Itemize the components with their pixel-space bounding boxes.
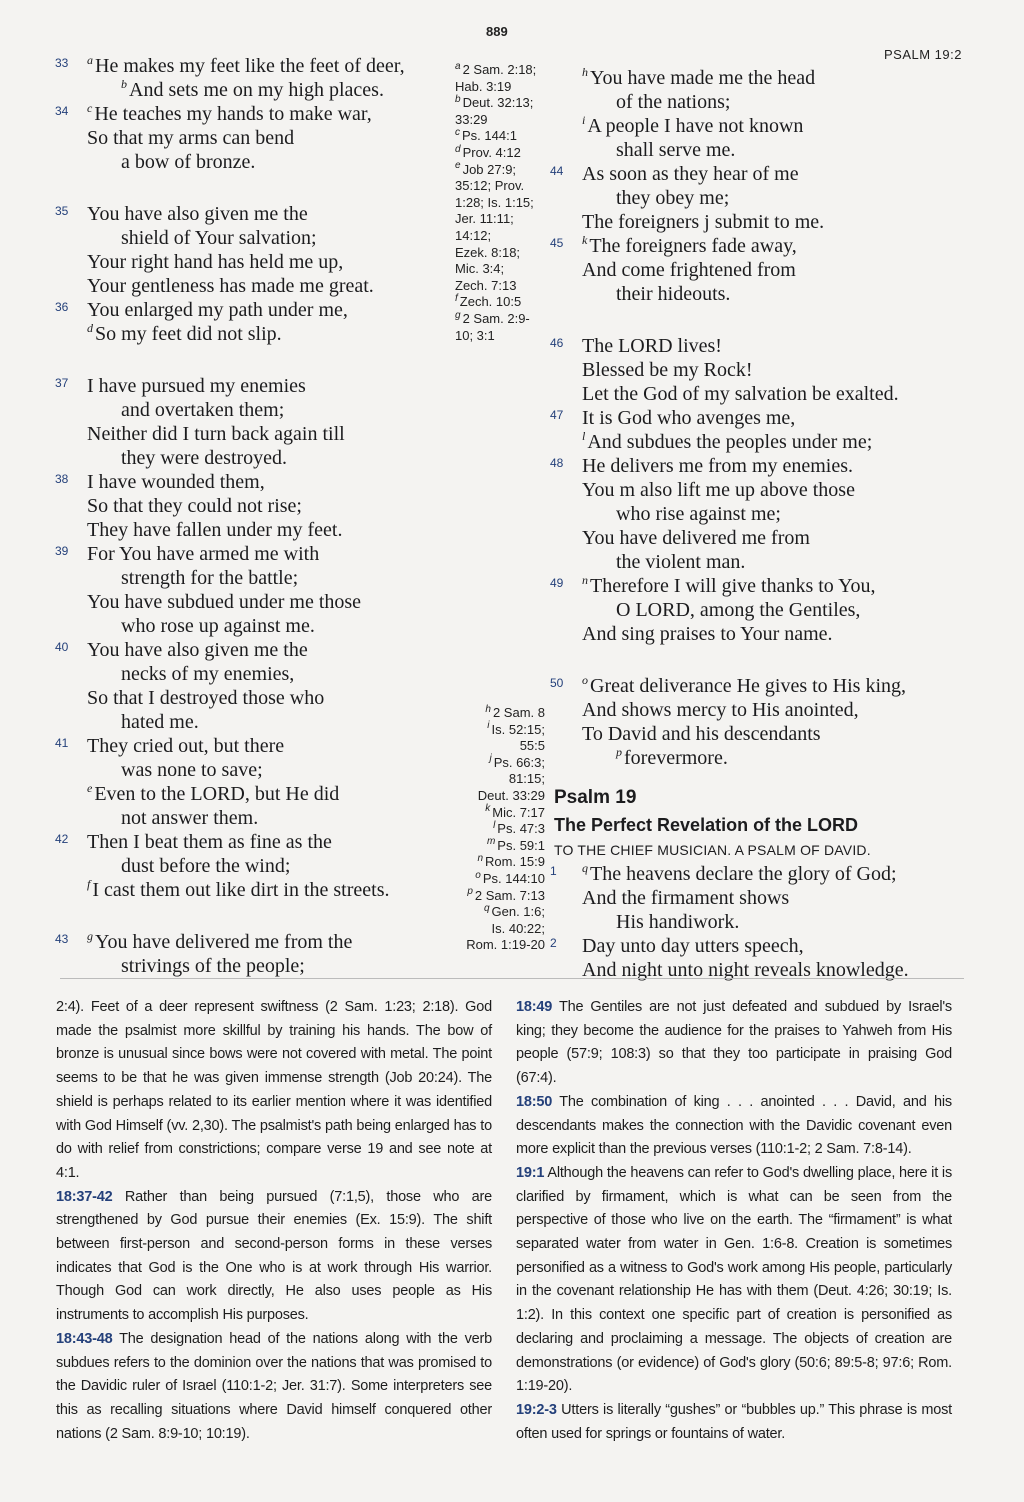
verse-number: 38	[55, 472, 69, 486]
cross-reference-marker: l	[493, 819, 496, 831]
study-note	[516, 1162, 952, 1399]
stanza-break	[55, 902, 445, 930]
cross-reference-text: Zech. 7:13	[455, 277, 517, 293]
verse-text: Day unto day utters speech,	[582, 935, 804, 957]
verse-line	[55, 854, 445, 878]
cross-reference	[455, 79, 547, 96]
verse-text: It is God who avenges me,	[582, 407, 796, 429]
verse-line	[550, 574, 970, 598]
cross-reference	[445, 771, 545, 788]
verse-line	[55, 954, 445, 978]
verse-line	[55, 614, 445, 638]
verse-number: 44	[550, 164, 564, 178]
footnote-marker: e	[87, 781, 93, 796]
running-head: PSALM 19:2	[884, 47, 962, 62]
footnote-marker: p	[616, 745, 622, 760]
cross-reference-marker: e	[455, 160, 461, 172]
verse-number: 49	[550, 576, 564, 590]
cross-reference-text: Jer. 11:11;	[455, 211, 514, 227]
cross-reference	[455, 178, 547, 195]
verse-text: As soon as they hear of me	[582, 163, 799, 185]
verse-number: 46	[550, 336, 564, 350]
study-note	[56, 1186, 492, 1328]
note-reference: 18:37-42	[56, 1188, 113, 1205]
cross-reference-text: Is. 40:22;	[491, 920, 545, 936]
cross-reference-text: 33:29	[455, 111, 488, 127]
cross-reference-text: 35:12; Prov.	[455, 178, 525, 194]
verse-text: So that I destroyed those who	[87, 687, 325, 709]
verse-line	[550, 90, 970, 114]
page-number: 889	[486, 24, 508, 39]
cross-reference-text: Mic. 3:4;	[455, 261, 505, 277]
verse-text: I have pursued my enemies	[87, 375, 306, 397]
cross-reference	[445, 805, 545, 822]
verse-line	[55, 322, 445, 346]
stanza-break	[55, 346, 445, 374]
verse-text: So that they could not rise;	[87, 495, 302, 517]
footnote-marker: g	[87, 929, 93, 944]
verse-number: 35	[55, 204, 69, 218]
cross-reference	[445, 705, 545, 722]
cross-reference-marker: o	[475, 869, 481, 881]
cross-reference-text: 2 Sam. 2:18;	[462, 62, 537, 77]
verse-line	[55, 518, 445, 542]
verse-line	[550, 478, 970, 502]
left-poetry-column	[55, 54, 445, 978]
study-note	[56, 996, 492, 1186]
note-text: Rather than being pursued (7:1,5), those who are strengthened by God pursue their enemies (Ex. 15:9). The shift between first-person and second-person forms in these verses indicates that God is the One who is at work through His warrior. Though God can work directly, He also uses people as His instruments to accomplish His purposes.	[56, 1188, 492, 1324]
cross-reference-text: Zech. 10:5	[459, 294, 522, 310]
cross-reference	[455, 95, 547, 112]
cross-reference	[445, 755, 545, 772]
verse-text: their hideouts.	[616, 283, 731, 305]
cross-reference	[455, 278, 547, 295]
verse-line	[550, 910, 970, 934]
footnote-marker: n	[582, 573, 588, 588]
cross-reference-marker: j	[489, 753, 492, 765]
cross-reference	[445, 722, 545, 739]
footnote-marker: f	[87, 877, 91, 892]
verse-line	[550, 698, 970, 722]
psalm-heading: Psalm 19	[554, 787, 637, 808]
verse-line	[550, 598, 970, 622]
verse-line	[550, 746, 970, 770]
verse-line	[550, 358, 970, 382]
verse-text: hated me.	[121, 711, 199, 733]
verse-line	[55, 126, 445, 150]
verse-line	[55, 686, 445, 710]
cross-reference-marker: h	[485, 703, 491, 715]
verse-text: He teaches my hands to make war,	[94, 103, 372, 125]
verse-line	[550, 722, 970, 746]
verse-line	[55, 710, 445, 734]
cross-reference	[455, 228, 547, 245]
verse-line	[550, 430, 970, 454]
verse-number: 43	[55, 932, 69, 946]
verse-text: strength for the battle;	[121, 567, 299, 589]
cross-reference	[455, 245, 547, 262]
verse-text: You have delivered me from the	[95, 931, 353, 953]
cross-reference	[445, 788, 545, 805]
cross-reference-text: Job 27:9;	[462, 161, 517, 177]
verse-number: 40	[55, 640, 69, 654]
footnote-marker: b	[121, 77, 127, 92]
verse-line	[550, 502, 970, 526]
verse-text: They have fallen under my feet.	[87, 519, 343, 541]
study-note	[56, 1328, 492, 1447]
cross-references-top	[455, 62, 547, 344]
cross-reference-text: Ps. 144:1	[462, 128, 517, 144]
cross-reference-text: Gen. 1:6;	[491, 904, 545, 920]
note-text: Although the heavens can refer to God's dwelling place, here it is clarified by firmament, which is what can be seen from the perspective of those who live on the earth. The “firmament” is what separated water from water in Gen. 1:6-8. Creation is sometimes personified as a witness to God's work among His people, particularly in the covenant relationship He has with them (Deut. 4:26; 30:19; Is. 1:2). In this context one specific part of creation is personified as declaring and proclaiming a message. The objects of creation are demonstrations (or evidence) of God's glory (50:6; 89:5-8; 97:6; Rom. 1:19-20).	[516, 1164, 953, 1395]
verse-text: To David and his descendants	[582, 723, 821, 745]
verse-line	[55, 150, 445, 174]
verse-number: 2	[550, 936, 557, 950]
verse-line	[55, 662, 445, 686]
cross-reference	[455, 311, 547, 328]
verse-number: 48	[550, 456, 564, 470]
cross-reference-marker: i	[487, 720, 490, 732]
cross-reference-text: Rom. 1:19-20	[466, 937, 545, 953]
cross-reference-text: Hab. 3:19	[455, 78, 512, 94]
divider	[60, 978, 964, 979]
cross-reference-text: Deut. 32:13;	[462, 95, 534, 111]
verse-line	[55, 734, 445, 758]
verse-line	[550, 234, 970, 258]
verse-line	[55, 274, 445, 298]
verse-text: the violent man.	[616, 551, 746, 573]
verse-line	[55, 806, 445, 830]
verse-number: 50	[550, 676, 564, 690]
verse-line	[55, 250, 445, 274]
verse-text: The LORD lives!	[582, 335, 722, 357]
study-notes-right	[516, 996, 952, 1446]
verse-line	[550, 550, 970, 574]
verse-text: And sing praises to Your name.	[582, 623, 833, 645]
cross-reference	[445, 871, 545, 888]
stanza-break	[55, 174, 445, 202]
verse-number: 34	[55, 104, 69, 118]
verse-text: You have delivered me from	[582, 527, 810, 549]
cross-references-bottom	[445, 705, 545, 954]
cross-reference	[455, 112, 547, 129]
verse-number: 41	[55, 736, 69, 750]
footnote-marker: l	[582, 429, 586, 444]
note-text: The designation head of the nations along with the verb subdues refers to the dominion over the nations that was promised to the Davidic ruler of Israel (110:1-2; Jer. 31:7). Some interpreters see this as recalling situations where David himself conquered other nations (2 Sam. 8:9-10; 10:19).	[56, 1330, 492, 1442]
psalm-title: The Perfect Revelation of the LORD	[554, 815, 859, 835]
cross-reference	[455, 294, 547, 311]
verse-text: The foreigners fade away,	[589, 235, 797, 257]
verse-line	[550, 934, 970, 958]
cross-reference-text: Prov. 4:12	[462, 144, 521, 160]
cross-reference-text: 10; 3:1	[455, 327, 495, 343]
verse-text: He delivers me from my enemies.	[582, 455, 854, 477]
verse-line	[55, 78, 445, 102]
cross-reference-text: 81:15;	[508, 771, 545, 787]
footnote-marker: h	[582, 65, 588, 80]
verse-text: You have also given me the	[87, 203, 308, 225]
note-text: The combination of king . . . anointed . . . David, and his descendants makes the connection with the Davidic covenant even more explicit than the previous verses (110:1-2; 2 Sam. 7:8-14).	[516, 1093, 952, 1158]
verse-text: Your gentleness has made me great.	[87, 275, 374, 297]
verse-text: they obey me;	[616, 187, 730, 209]
cross-reference	[445, 937, 545, 954]
verse-text: dust before the wind;	[121, 855, 291, 877]
verse-line	[55, 470, 445, 494]
verse-number: 47	[550, 408, 564, 422]
footnote-marker: o	[582, 673, 588, 688]
cross-reference-text: Deut. 33:29	[477, 787, 545, 803]
psalm-superscription: TO THE CHIEF MUSICIAN. A PSALM OF DAVID.	[554, 842, 871, 858]
verse-text: You have also given me the	[87, 639, 308, 661]
verse-text: You have subdued under me those	[87, 591, 362, 613]
cross-reference-text: Ps. 66:3;	[493, 754, 545, 770]
verse-number: 36	[55, 300, 69, 314]
cross-reference-marker: m	[486, 836, 496, 848]
cross-reference	[455, 162, 547, 179]
cross-reference-marker: k	[485, 803, 491, 815]
verse-text: And sets me on my high places.	[129, 79, 384, 101]
verse-text: I have wounded them,	[87, 471, 265, 493]
verse-line	[55, 878, 445, 902]
cross-reference-text: 2 Sam. 7:13	[474, 887, 545, 903]
verse-text: His handiwork.	[616, 911, 740, 933]
verse-line	[55, 830, 445, 854]
cross-reference-text: Rom. 15:9	[485, 854, 545, 870]
verse-line	[55, 374, 445, 398]
cross-reference-marker: c	[455, 127, 460, 139]
cross-reference-text: 1:28; Is. 1:15;	[455, 194, 534, 210]
cross-reference-text: 14:12;	[455, 227, 492, 243]
verse-line	[550, 138, 970, 162]
verse-text: The heavens declare the glory of God;	[590, 863, 897, 885]
cross-reference	[455, 145, 547, 162]
verse-text: Great deliverance He gives to His king,	[590, 675, 907, 697]
verse-text: And shows mercy to His anointed,	[582, 699, 859, 721]
footnote-marker: a	[87, 53, 93, 68]
verse-text: necks of my enemies,	[121, 663, 295, 685]
verse-line	[55, 102, 445, 126]
verse-text: who rise against me;	[616, 503, 781, 525]
verse-line	[55, 638, 445, 662]
verse-line	[55, 542, 445, 566]
verse-line	[550, 886, 970, 910]
cross-reference-text: Ezek. 8:18;	[455, 244, 521, 260]
verse-line	[55, 494, 445, 518]
cross-reference	[455, 195, 547, 212]
cross-reference	[455, 128, 547, 145]
verse-text: forevermore.	[624, 747, 728, 769]
cross-reference-text: Ps. 144:10	[482, 870, 545, 886]
verse-text: You enlarged my path under me,	[87, 299, 348, 321]
cross-reference-marker: n	[477, 853, 484, 865]
footnote-marker: d	[87, 321, 93, 336]
verse-line	[550, 862, 970, 886]
verse-number: 1	[550, 864, 557, 878]
cross-reference-marker: a	[455, 60, 461, 72]
cross-reference	[455, 261, 547, 278]
verse-line	[550, 66, 970, 90]
cross-reference	[445, 921, 545, 938]
cross-reference-text: Is. 52:15;	[491, 721, 545, 737]
cross-reference-text: 2 Sam. 8	[492, 705, 545, 720]
note-reference: 18:49	[516, 999, 553, 1015]
cross-reference	[445, 904, 545, 921]
verse-number: 39	[55, 544, 69, 558]
verse-text: not answer them.	[121, 807, 259, 829]
verse-line	[550, 162, 970, 186]
verse-line	[55, 758, 445, 782]
verse-line	[550, 382, 970, 406]
verse-text: Neither did I turn back again till	[87, 423, 345, 445]
note-text: Utters is literally “gushes” or “bubbles up.” This phrase is most often used for springs or fountains of water.	[516, 1401, 952, 1442]
cross-reference-marker: q	[483, 902, 490, 914]
verse-text: Let the God of my salvation be exalted.	[582, 383, 899, 405]
verse-number: 45	[550, 236, 564, 250]
study-note	[516, 1091, 952, 1162]
verse-text: And come frightened from	[582, 259, 796, 281]
verse-text: You m also lift me up above those	[582, 479, 855, 501]
verse-line	[550, 210, 970, 234]
verse-text: They cried out, but there	[87, 735, 285, 757]
verse-text: Then I beat them as fine as the	[87, 831, 332, 853]
cross-reference-text: 55:5	[519, 738, 545, 754]
verse-line	[550, 674, 970, 698]
verse-text: And night unto night reveals knowledge.	[582, 959, 909, 981]
cross-reference-marker: g	[455, 309, 461, 321]
verse-line	[55, 782, 445, 806]
cross-reference-text: Ps. 59:1	[497, 837, 545, 853]
verse-text: shall serve me.	[616, 139, 736, 161]
note-text: 2:4). Feet of a deer represent swiftness (2 Sam. 1:23; 2:18). God made the psalmist more skillful by training his hands. The bow of bronze is unusual since bows were not covered with metal. The point seems to be that he was given immense strength (Job 20:24). The shield is perhaps related to its earlier mention where it was identified with God Himself (vv. 2,30). The psalmist's path being enlarged has to do with relief from constrictions; compare verse 19 and see note at 4:1.	[56, 999, 492, 1181]
cross-reference-text: 2 Sam. 2:9-	[462, 310, 530, 326]
note-reference: 18:43-48	[56, 1330, 113, 1347]
verse-number: 33	[55, 56, 69, 70]
verse-line	[55, 930, 445, 954]
right-poetry-column	[550, 66, 970, 982]
verse-text: a bow of bronze.	[121, 151, 256, 173]
verse-text: of the nations;	[616, 91, 731, 113]
verse-text: was none to save;	[121, 759, 263, 781]
footnote-marker: k	[582, 233, 588, 248]
verse-text: He makes my feet like the feet of deer,	[95, 55, 405, 77]
verse-text: and overtaken them;	[121, 399, 285, 421]
verse-line	[55, 298, 445, 322]
note-reference: 19:2-3	[516, 1401, 557, 1418]
verse-text: So my feet did not slip.	[95, 323, 282, 345]
verse-line	[55, 202, 445, 226]
verse-line	[550, 406, 970, 430]
footnote-marker: q	[582, 861, 588, 876]
verse-line	[55, 446, 445, 470]
cross-reference	[445, 738, 545, 755]
verse-text: strivings of the people;	[121, 955, 305, 977]
cross-reference	[445, 838, 545, 855]
cross-reference	[445, 888, 545, 905]
cross-reference	[445, 821, 545, 838]
verse-text: I cast them out like dirt in the streets.	[92, 879, 390, 901]
study-note	[516, 996, 952, 1091]
verse-number: 37	[55, 376, 69, 390]
verse-text: The foreigners j submit to me.	[582, 211, 825, 233]
cross-reference	[455, 328, 547, 345]
cross-reference	[455, 62, 547, 79]
cross-reference-marker: f	[455, 292, 458, 304]
study-notes-left	[56, 996, 492, 1446]
study-note	[516, 1399, 952, 1446]
note-reference: 19:1	[516, 1164, 545, 1181]
verse-text: Even to the LORD, but He did	[94, 783, 340, 805]
verse-line	[55, 226, 445, 250]
footnote-marker: c	[87, 101, 93, 116]
verse-line	[550, 454, 970, 478]
verse-text: A people I have not known	[587, 115, 804, 137]
verse-line	[550, 334, 970, 358]
verse-text: O LORD, among the Gentiles,	[616, 599, 861, 621]
note-text: The Gentiles are not just defeated and subdued by Israel's king; they become the audience for the praises to Yahweh from His people (57:9; 108:3) so that they too participate in praising God (67:4).	[516, 999, 952, 1087]
cross-reference-marker: d	[455, 143, 461, 155]
cross-reference	[445, 854, 545, 871]
cross-reference-text: Mic. 7:17	[492, 804, 545, 820]
verse-text: shield of Your salvation;	[121, 227, 317, 249]
verse-line	[55, 398, 445, 422]
verse-text: So that my arms can bend	[87, 127, 295, 149]
verse-text: they were destroyed.	[121, 447, 288, 469]
verse-text: And the firmament shows	[582, 887, 790, 909]
cross-reference-marker: b	[455, 93, 461, 105]
footnote-marker: i	[582, 113, 586, 128]
verse-text: You have made me the head	[590, 67, 816, 89]
cross-reference	[455, 211, 547, 228]
verse-line	[550, 282, 970, 306]
cross-reference-marker: p	[467, 886, 473, 898]
stanza-break	[550, 646, 970, 674]
verse-line	[550, 622, 970, 646]
verse-text: Your right hand has held me up,	[87, 251, 344, 273]
verse-number: 42	[55, 832, 69, 846]
verse-line	[55, 590, 445, 614]
verse-text: And subdues the peoples under me;	[587, 431, 873, 453]
stanza-break	[550, 306, 970, 334]
verse-text: For You have armed me with	[87, 543, 320, 565]
verse-line	[55, 422, 445, 446]
verse-text: Therefore I will give thanks to You,	[590, 575, 876, 597]
verse-line	[550, 526, 970, 550]
verse-text: who rose up against me.	[121, 615, 315, 637]
note-reference: 18:50	[516, 1093, 553, 1110]
verse-line	[550, 258, 970, 282]
verse-line	[550, 186, 970, 210]
cross-reference-text: Ps. 47:3	[497, 821, 545, 837]
verse-line	[550, 114, 970, 138]
verse-line	[55, 566, 445, 590]
verse-line	[55, 54, 445, 78]
verse-text: Blessed be my Rock!	[582, 359, 753, 381]
